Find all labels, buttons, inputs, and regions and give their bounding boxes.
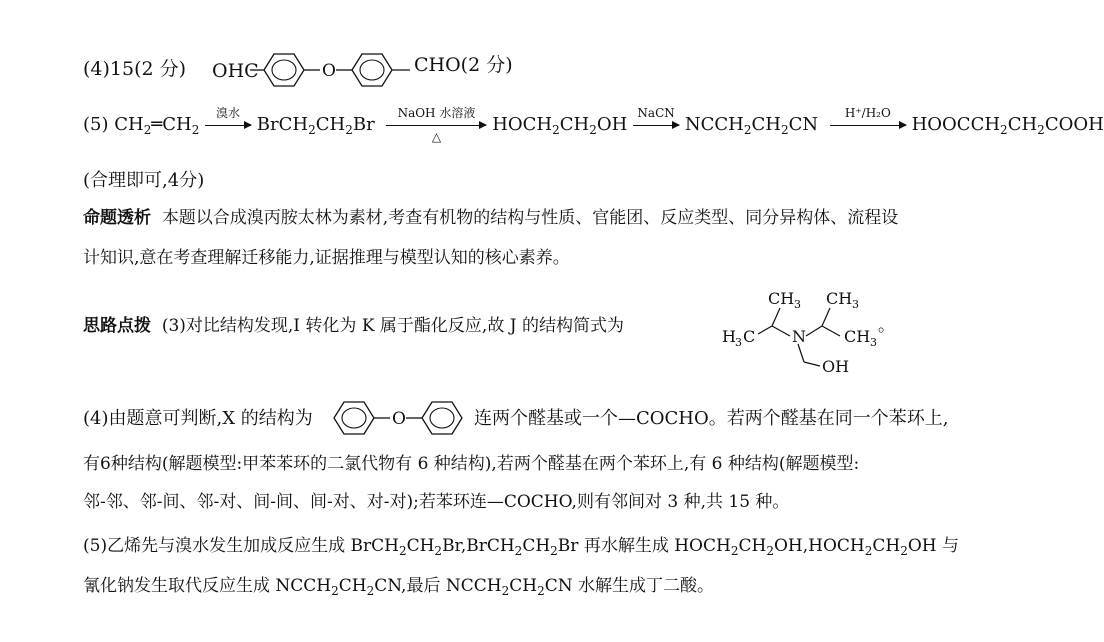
succinonitrile: $NCCH_2CH_2CN$ — [684, 114, 819, 137]
svg-text:3: 3 — [870, 336, 877, 349]
ether-oxygen: O — [322, 61, 336, 81]
svg-text:OH: OH — [822, 357, 850, 376]
svg-text:3: 3 — [794, 298, 801, 311]
analysis-label: 命题透析 — [83, 208, 151, 228]
p4-line-1-end: 连两个醛基或一个—COCHO。若两个醛基在同一个苯环上, — [474, 408, 949, 429]
svg-text:C: C — [743, 327, 756, 346]
answer-4-line — [83, 60, 186, 79]
p5-line-2: 氰化钠发生取代反应生成 $NCCH_2CH_2CN$,最后 $NCCH_2CH_2CN$ 水解生成丁二酸。 — [83, 576, 714, 598]
benzene-ring-right — [352, 54, 392, 86]
benzene-ring-left — [264, 54, 304, 86]
arrow-step-3: NaCN — [633, 125, 679, 126]
arrow-step-4: H⁺/H₂O — [830, 125, 906, 126]
grading-note: (合理即可,4分) — [83, 170, 205, 191]
answer-4-left-group: OHC — [212, 60, 259, 82]
arrow-step-1: 溴水 — [205, 125, 251, 126]
analysis-line-1: 命题透析 本题以合成溴丙胺太林为素材,考查有机物的结构与性质、官能团、反应类型、同分异构体、流程设 — [83, 208, 899, 228]
svg-text:CH: CH — [768, 289, 795, 308]
svg-text:3: 3 — [852, 298, 859, 311]
answer-4-right-group: CHO(2 分) — [414, 54, 513, 76]
analysis-line-2: 计知识,意在考查理解迁移能力,证据推理与模型认知的核心素养。 — [83, 248, 570, 268]
p4-line-2: 有6种结构(解题模型:甲苯苯环的二氯代物有 6 种结构),若两个醛基在两个苯环上,有 6 种结构(解题模型: — [83, 454, 860, 474]
ethylene-glycol: $HOCH_2CH_2OH$ — [492, 114, 628, 137]
dibromoethane: $BrCH_2CH_2Br$ — [256, 114, 375, 137]
p4-line-3: 邻-邻、邻-间、邻-对、间-间、间-对、对-对);若苯环连—COCHO,则有邻间对 3 种,共 15 种。 — [83, 492, 790, 512]
svg-text:CH: CH — [844, 327, 871, 346]
hint-line: 思路点拨 (3)对比结构发现,I 转化为 K 属于酯化反应,故 J 的结构简式为 — [83, 316, 624, 336]
diphenyl-ether-structure — [332, 400, 472, 440]
svg-text:H: H — [722, 327, 736, 346]
svg-text:CH: CH — [826, 289, 853, 308]
compound-j-structure — [722, 286, 892, 376]
p4-line-1-start: (4)由题意可判断,X 的结构为 — [83, 408, 313, 429]
ethylene: $CH_2═CH_2$ — [114, 114, 200, 137]
hint-label: 思路点拨 — [83, 316, 151, 336]
arrow-step-2: NaOH 水溶液 △ — [386, 125, 486, 126]
answer-5-label: (5) — [83, 114, 109, 135]
svg-text:N: N — [792, 327, 806, 346]
ether-oxygen: O — [392, 409, 406, 429]
succinic-acid: $HOOCCH_2CH_2COOH$ — [911, 114, 1104, 137]
synthesis-route — [83, 105, 1104, 144]
answer-4-prefix: (4)15(2 分) — [83, 58, 187, 80]
svg-text:3: 3 — [735, 336, 742, 349]
benzene-ring-right — [422, 402, 462, 434]
hint-end: 。 — [878, 316, 895, 336]
benzene-ring-left — [334, 402, 374, 434]
p5-line-1: (5)乙烯先与溴水发生加成反应生成 $BrCH_2CH_2Br,BrCH_2CH_2Br$ 再水解生成 $HOCH_2CH_2OH,HOCH_2CH_2OH$ 与 — [83, 536, 960, 558]
